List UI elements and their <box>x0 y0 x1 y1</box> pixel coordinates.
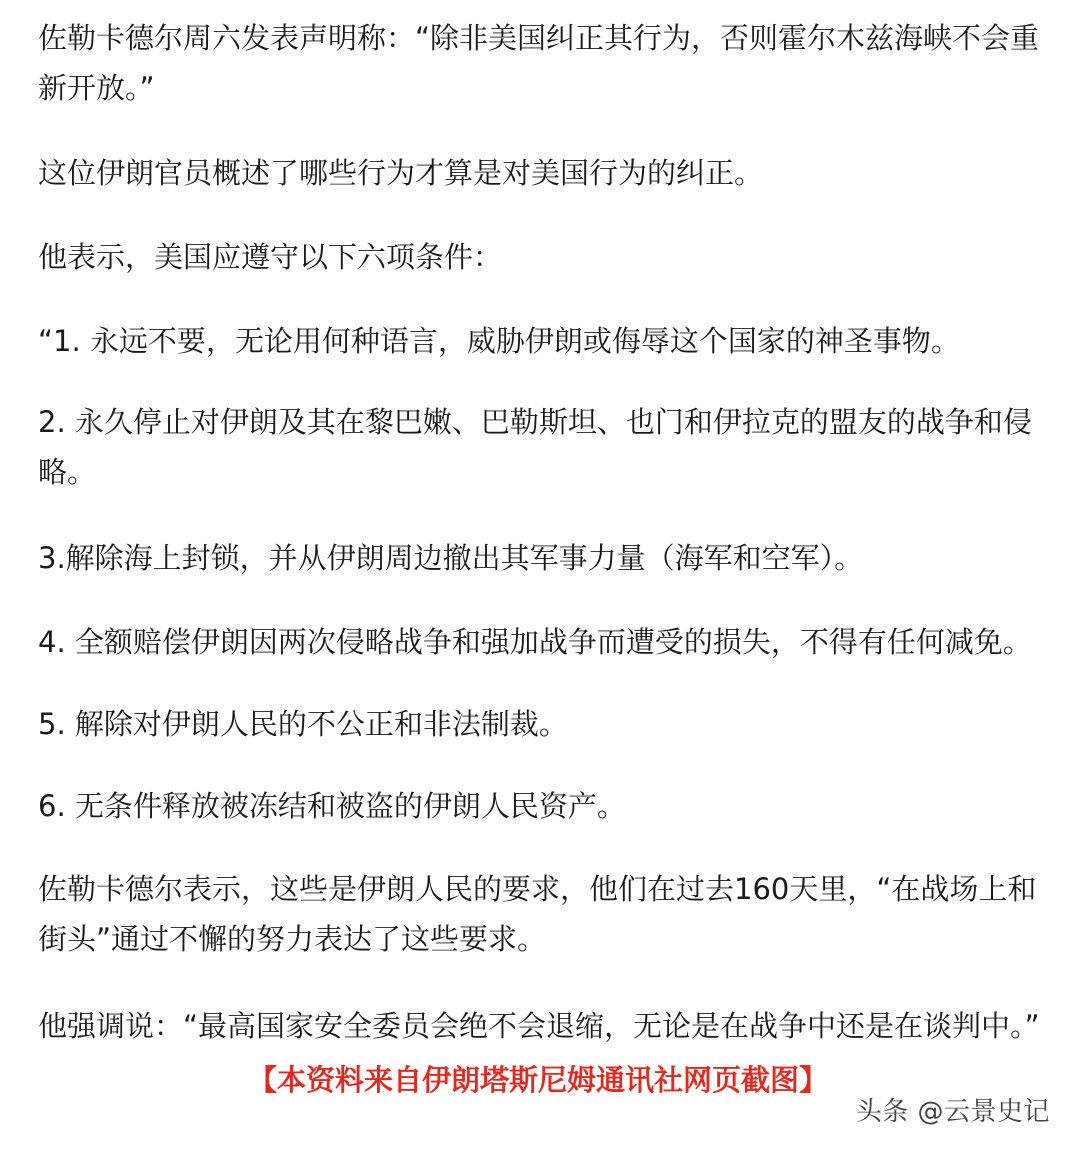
paragraph-demands: 佐勒卡德尔表示，这些是伊朗人民的要求，他们在过去160天里，“在战场上和街头”通过不懈的努力表达了这些要求。 <box>38 872 1037 956</box>
source-note: 【本资料来自伊朗塔斯尼姆通讯社网页截图】 <box>248 1063 829 1097</box>
paragraph-emphasis: 他强调说：“最高国家安全委员会绝不会退缩，无论是在战争中还是在谈判中。” <box>38 1009 1040 1043</box>
condition-item-6: 6. 无条件释放被冻结和被盗的伊朗人民资产。 <box>38 789 626 823</box>
condition-item-4: 4. 全额赔偿伊朗因两次侵略战争和强加战争而遭受的损失，不得有任何减免。 <box>38 625 1032 659</box>
condition-item-2: 2. 永久停止对伊朗及其在黎巴嫩、巴勒斯坦、也门和伊拉克的盟友的战争和侵略。 <box>38 405 1032 489</box>
condition-item-5: 5. 解除对伊朗人民的不公正和非法制裁。 <box>38 707 568 741</box>
condition-item-3: 3.解除海上封锁，并从伊朗周边撤出其军事力量（海军和空军）。 <box>38 541 864 575</box>
condition-item-1: “1. 永远不要，无论用何种语言，威胁伊朗或侮辱这个国家的神圣事物。 <box>38 324 960 358</box>
paragraph-outline: 这位伊朗官员概述了哪些行为才算是对美国行为的纠正。 <box>38 156 764 190</box>
paragraph-conditions-intro: 他表示，美国应遵守以下六项条件： <box>38 240 503 274</box>
watermark: 头条 @云景史记 <box>855 1097 1050 1127</box>
paragraph-statement: 佐勒卡德尔周六发表声明称：“除非美国纠正其行为，否则霍尔木兹海峡不会重新开放。” <box>38 21 1040 105</box>
